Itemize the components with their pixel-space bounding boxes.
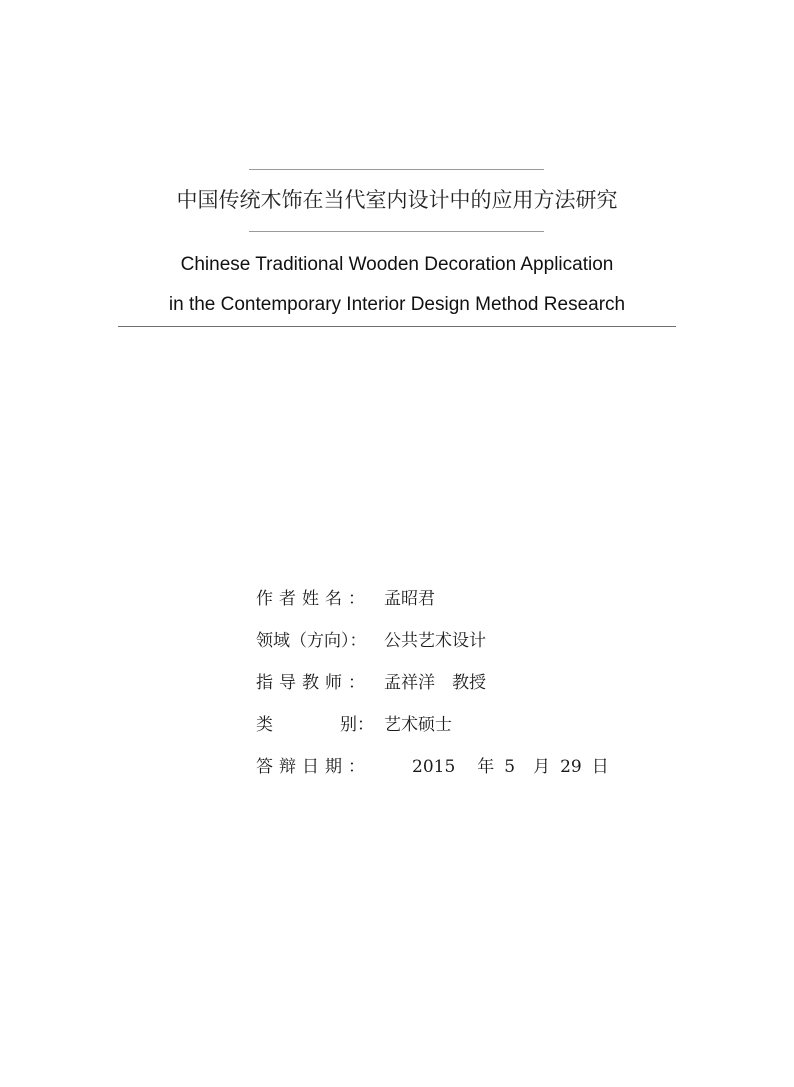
field-row xyxy=(256,626,619,668)
defense-month: 5 xyxy=(504,757,516,777)
title-bottom-rule xyxy=(118,326,676,327)
author-label: 作者姓名： xyxy=(256,589,371,609)
category-label-right: 别： xyxy=(340,715,374,735)
defense-date-row xyxy=(256,752,619,794)
title-english-line1: Chinese Traditional Wooden Decoration Application xyxy=(180,254,614,275)
author-row xyxy=(256,584,619,626)
defense-date-label: 答辩日期： xyxy=(256,757,371,777)
defense-month-unit: 月 xyxy=(533,757,551,777)
defense-day: 29 xyxy=(560,757,582,777)
field-label: 领域（方向）： xyxy=(256,631,367,651)
author-info-block xyxy=(256,584,619,794)
advisor-value: 孟祥洋 教授 xyxy=(384,673,486,693)
advisor-label: 指导教师： xyxy=(256,673,371,693)
defense-year: 2015 xyxy=(412,757,456,777)
title-chinese: 中国传统木饰在当代室内设计中的应用方法研究 xyxy=(176,188,618,212)
defense-year-unit: 年 xyxy=(477,757,495,777)
defense-day-unit: 日 xyxy=(591,757,609,777)
title-middle-rule xyxy=(249,231,544,232)
field-value: 公共艺术设计 xyxy=(384,631,486,651)
category-row xyxy=(256,710,619,752)
category-label-left: 类 xyxy=(256,715,273,735)
advisor-row xyxy=(256,668,619,710)
author-value: 孟昭君 xyxy=(384,589,435,609)
category-value: 艺术硕士 xyxy=(384,715,452,735)
title-top-rule xyxy=(249,169,544,170)
title-english-line2: in the Contemporary Interior Design Method Research xyxy=(168,294,626,315)
